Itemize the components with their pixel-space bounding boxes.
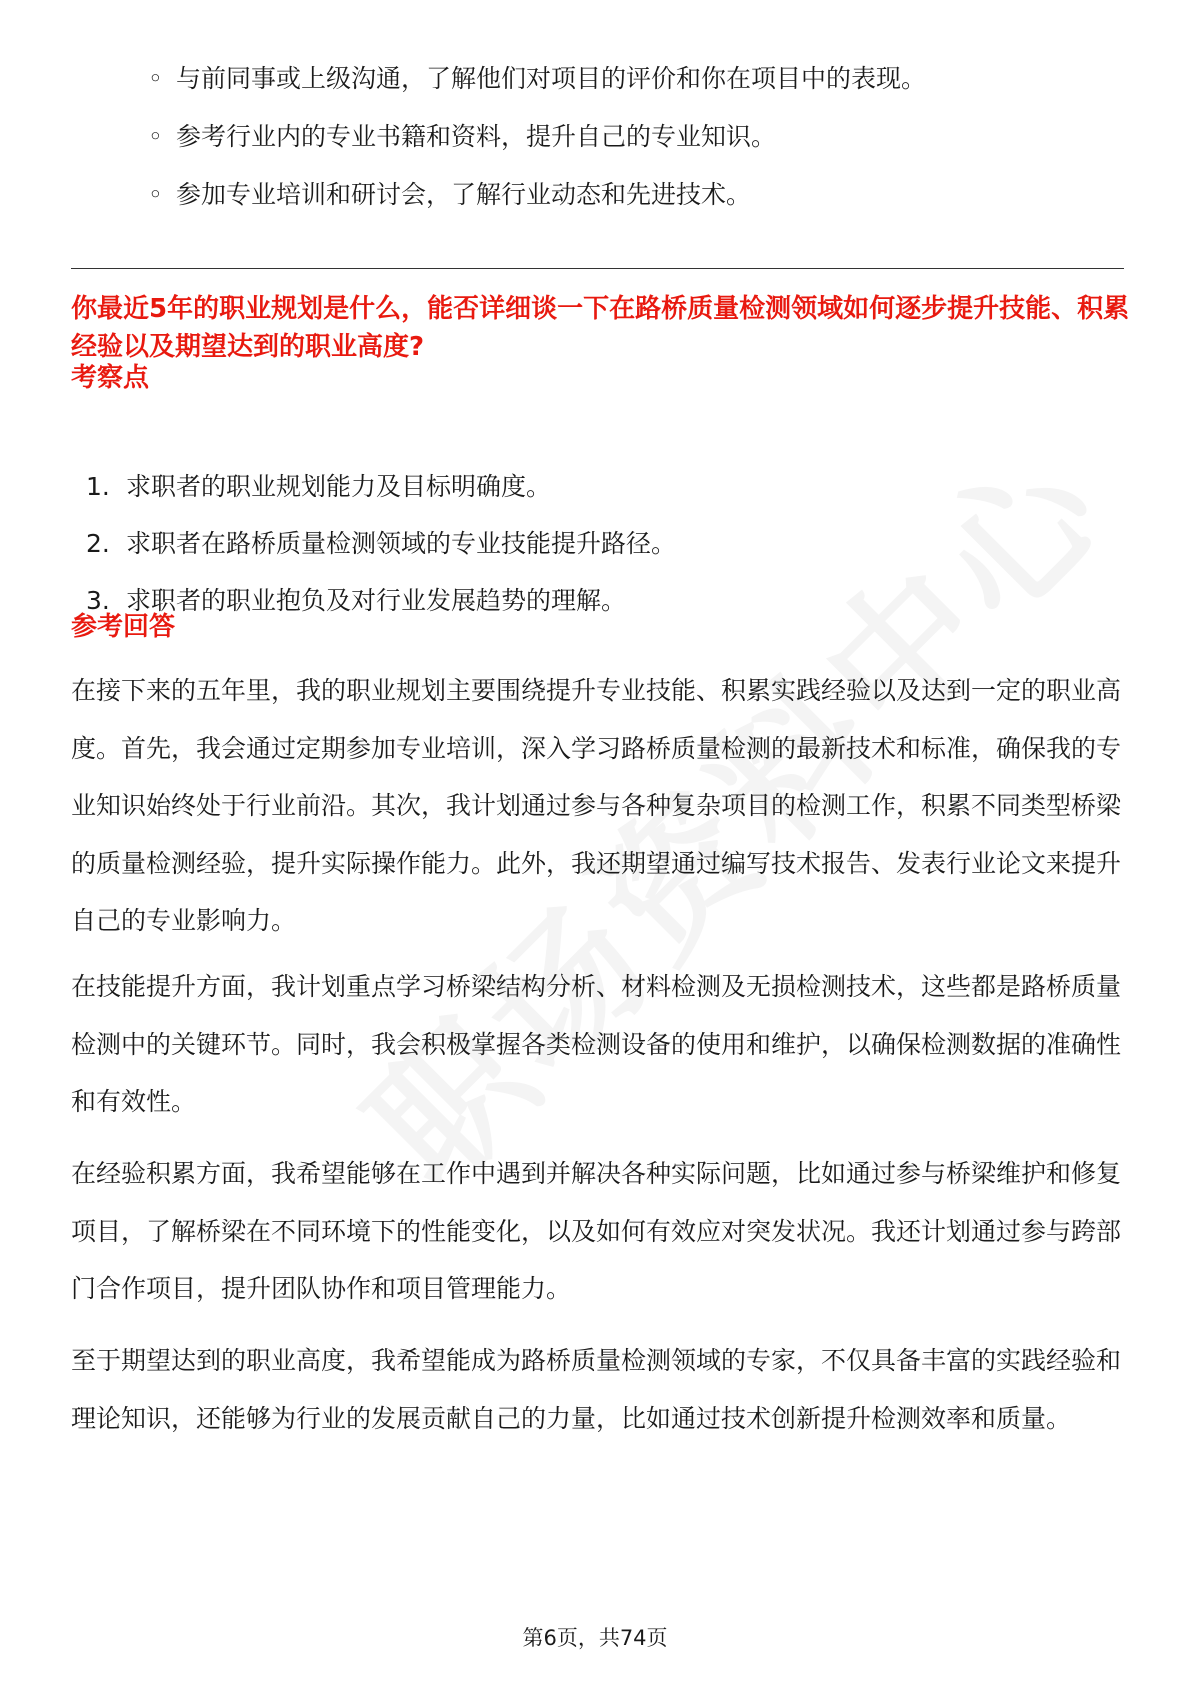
bullet-text: 参加专业培训和研讨会，了解行业动态和先进技术。 <box>176 180 752 209</box>
point-text: 求职者的职业规划能力及目标明确度。 <box>126 472 552 501</box>
point-text: 求职者在路桥质量检测领域的专业技能提升路径。 <box>126 529 677 558</box>
bullet-marker: ◦ <box>148 64 163 93</box>
page-footer: 第6页，共74页 <box>522 1626 668 1650</box>
answer-paragraph: 在接下来的五年里，我的职业规划主要围绕提升专业技能、积累实践经验以及达到一定的职业高度。首先，我会通过定期参加专业培训，深入学习路桥质量检测的最新技术和标准，确保我的专业知识始终处于行业前沿。其次，我计划通过参与各种复杂项目的检测工作，积累不同类型桥梁的质量检测经验，提升实际操作能力。此外，我还期望通过编写技术报告、发表行业论文来提升自己的专业影响力。 <box>71 676 1122 935</box>
question-heading: 你最近5年的职业规划是什么，能否详细谈一下在路桥质量检测领域如何逐步提升技能、积累经验以及期望达到的职业高度? <box>71 294 1130 362</box>
bullet-item <box>148 50 926 108</box>
answer-paragraph: 在经验积累方面，我希望能够在工作中遇到并解决各种实际问题，比如通过参与桥梁维护和修复项目，了解桥梁在不同环境下的性能变化，以及如何有效应对突发状况。我还计划通过参与跨部门合作项目，提升团队协作和项目管理能力。 <box>71 1159 1122 1303</box>
point-item <box>86 458 676 515</box>
bullet-item <box>148 108 926 166</box>
answer-paragraph: 在技能提升方面，我计划重点学习桥梁结构分析、材料检测及无损检测技术，这些都是路桥质量检测中的关键环节。同时，我会积极掌握各类检测设备的使用和维护，以确保检测数据的准确性和有效性。 <box>71 972 1122 1116</box>
point-number: 3. <box>86 586 110 615</box>
points-list <box>86 458 676 629</box>
top-bullet-list <box>148 50 926 224</box>
answer-title: 参考回答 <box>71 612 176 642</box>
answer-paragraph: 至于期望达到的职业高度，我希望能成为路桥质量检测领域的专家，不仅具备丰富的实践经验和理论知识，还能够为行业的发展贡献自己的力量，比如通过技术创新提升检测效率和质量。 <box>71 1346 1122 1433</box>
bullet-text: 参考行业内的专业书籍和资料，提升自己的专业知识。 <box>176 122 777 151</box>
bullet-marker: ◦ <box>148 180 163 209</box>
bullet-text: 与前同事或上级沟通，了解他们对项目的评价和你在项目中的表现。 <box>176 64 927 93</box>
point-number: 2. <box>86 529 110 558</box>
points-title: 考察点 <box>71 363 150 393</box>
point-item <box>86 515 676 572</box>
section-divider <box>71 268 1124 269</box>
point-number: 1. <box>86 472 110 501</box>
bullet-item <box>148 166 926 224</box>
bullet-marker: ◦ <box>148 122 163 151</box>
point-text: 求职者的职业抱负及对行业发展趋势的理解。 <box>126 586 627 615</box>
